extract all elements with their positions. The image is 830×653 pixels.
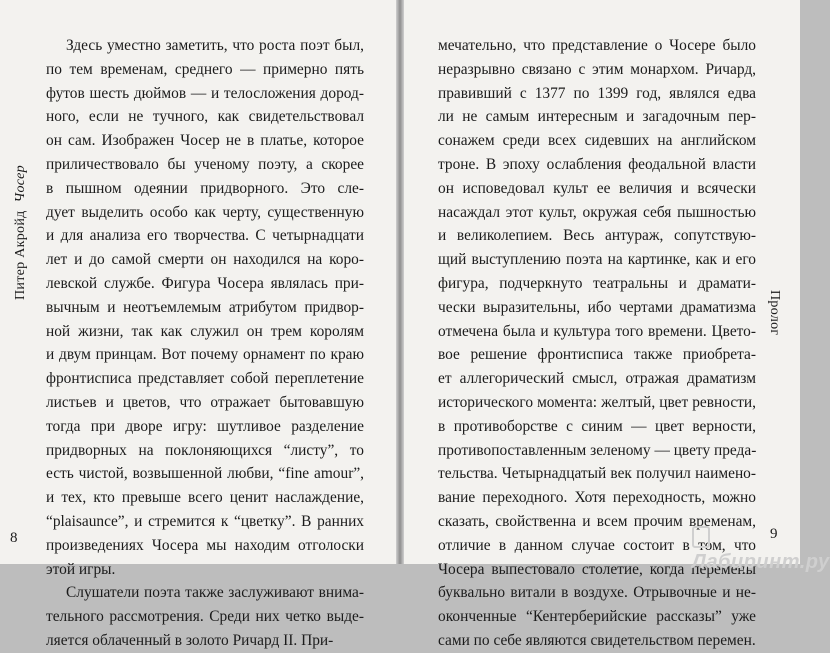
text-line: дует выделить особо как черту, существенную xyxy=(46,203,364,221)
text-line: придворных на поклоняющихся “листу”, то xyxy=(46,441,364,459)
author-name: Питер Акройд xyxy=(13,210,28,300)
text-line: щий выступлению поэта на картинке, как и его xyxy=(438,251,756,269)
book-title: Чосер xyxy=(13,165,28,203)
left-page xyxy=(0,0,396,649)
text-line: и двум принцам. Вот почему орнамент по краю xyxy=(46,346,364,364)
text-line: Здесь уместно заметить, что роста поэт был, xyxy=(66,37,364,54)
page-number-right: 9 xyxy=(770,526,778,542)
text-line: правивший с 1377 по 1399 год, являлся едва xyxy=(438,84,756,102)
text-line: он сам. Изображен Чосер не в платье, которое xyxy=(46,132,364,150)
text-line: ляется облаченный в золото Ричард II. При- xyxy=(46,631,334,649)
text-line: оконченные “Кентерберийские рассказы” уже xyxy=(438,608,756,626)
text-line: ли не самым интересным и загадочным пер- xyxy=(438,108,756,126)
text-line: листьев и цветов, что отражает бытовавшую xyxy=(46,393,364,411)
watermark xyxy=(692,526,830,574)
page-number-left: 8 xyxy=(10,530,18,546)
running-head-left xyxy=(13,165,29,300)
book-gutter xyxy=(396,0,404,564)
text-line: тогда при дворе игру: шутливое разделение xyxy=(46,417,364,435)
text-line: вычным и неотъемлемым атрибутом придвор- xyxy=(46,298,364,316)
text-line: и тех, кто превыше всего ценит наслаждение, xyxy=(46,489,364,507)
text-line: произведениях Чосера мы находим отголоски xyxy=(46,536,364,554)
text-line: отмечена была и культура того времени. Цвето- xyxy=(438,322,756,340)
text-line: в противоборстве с синим — цвет верности, xyxy=(438,417,756,435)
text-line: приличествовало бы ученому поэту, а скорее xyxy=(46,155,364,173)
text-line: троне. В эпоху ослабления феодальной власти xyxy=(438,155,756,173)
text-line: сказать, свойственна и всем прочим временам, xyxy=(438,512,756,530)
text-line: ной жизни, так как служил он трем королям xyxy=(46,322,364,340)
text-line: этой игры. xyxy=(46,560,116,578)
text-line: исторического момента: желтый, цвет ревности, xyxy=(438,393,756,411)
text-line: ет аллегорический смысл, отражая драматизм xyxy=(438,370,756,388)
text-line: насаждал этот культ, окружая себя пышностью xyxy=(438,203,756,221)
text-line: сами по себе являются свидетельством перемен. xyxy=(438,631,756,649)
watermark-text: Лабиринт.ру xyxy=(692,551,830,573)
text-line: по тем временам, среднего — примерно пять xyxy=(46,60,364,78)
text-line: ного, если не тучного, как свидетельствовал xyxy=(46,108,364,126)
text-line: левской службе. Фигура Чосера являлась при- xyxy=(46,274,364,292)
text-line: сонажем среди всех сидевших на английском xyxy=(438,132,756,150)
text-line: в пышном одеянии придворного. Это сле- xyxy=(46,179,364,197)
text-line: мечательно, что представление о Чосере было xyxy=(438,37,756,54)
text-line: Слушатели поэта также заслуживают внима- xyxy=(66,584,364,602)
text-line: вое решение фронтисписа также приобрета- xyxy=(438,346,756,364)
text-line: футов шесть дюймов — и телосложения дород- xyxy=(46,84,364,102)
watermark-logo-icon xyxy=(692,526,710,548)
text-line: лет и до самой смерти он находился на коро- xyxy=(46,251,364,269)
text-line: он исповедовал культ ее величия и всячески xyxy=(438,179,756,197)
text-line: фронтисписа представляет собой переплетение xyxy=(46,370,364,388)
text-line: есть чистой, возвышенной любви, “fine amour”, xyxy=(46,465,364,483)
text-line: тельного рассмотрения. Среди них четко выде- xyxy=(46,608,364,626)
text-line: фигура, подчеркнуто театральны и драмати- xyxy=(438,274,756,292)
text-line: Чосера выпестовало столетие, когда перемены xyxy=(438,560,756,578)
text-line: и для анализа его творчества. С четырнадцати xyxy=(46,227,364,245)
running-head-right: Пролог xyxy=(767,290,782,336)
text-line: и великолепием. Весь антураж, сопутствую- xyxy=(438,227,756,245)
left-page-text xyxy=(46,34,364,653)
text-line: чески выразительны, ибо чертами драматизма xyxy=(438,298,756,316)
text-line: буквально витали в воздухе. Отрывочные и не- xyxy=(438,584,756,602)
right-page xyxy=(404,0,830,649)
text-line: отличие в данном случае состоит в том, что xyxy=(438,536,756,554)
text-line: “plaisaunce”, и стремится к “цветку”. В ранних xyxy=(46,512,364,530)
text-line: тельства. Четырнадцатый век получил наимено- xyxy=(438,465,756,483)
text-line: неразрывно связано с этим монархом. Ричард, xyxy=(438,60,756,78)
text-line: вание переходного. Хотя переходность, можно xyxy=(438,489,756,507)
text-line: противопоставленным зеленому — цвету преда- xyxy=(438,441,757,459)
